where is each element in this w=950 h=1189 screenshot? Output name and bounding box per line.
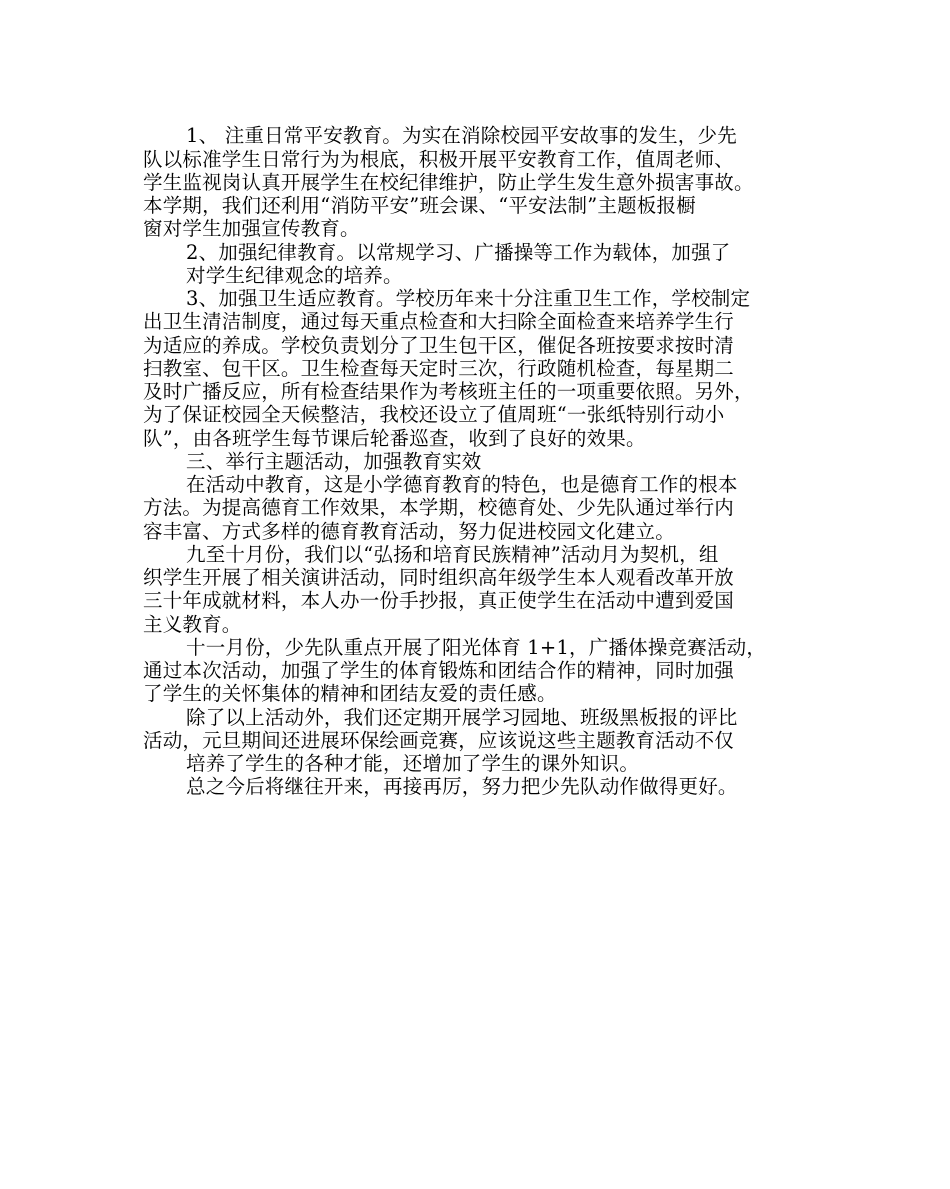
text-line: 总之今后将继往开来，再接再厉，努力把少先队动作做得更好。	[186, 775, 738, 798]
text-line: 为适应的养成。学校负责划分了卫生包干区，催促各班按要求按时清	[143, 334, 735, 357]
text-line: 及时广播反应，所有检查结果作为考核班主任的一项重要依照。另外，	[143, 380, 754, 403]
text-line: 2、加强纪律教育。以常规学习、广播操等工作为载体，加强了	[186, 241, 731, 264]
section-heading: 三、举行主题活动，加强教育实效	[186, 450, 482, 473]
text-line: 扫教室、包干区。卫生检查每天定时三次，行政随机检查，每星期二	[143, 357, 735, 380]
text-line: 三十年成就材料，本人办一份手抄报，真正使学生在活动中遭到爱国	[143, 589, 735, 612]
text-line: 对学生纪律观念的培养。	[186, 264, 403, 287]
text-line: 3、加强卫生适应教育。学校历年来十分注重卫生工作，学校制定	[186, 287, 751, 310]
text-line: 容丰富、方式多样的德育教育活动，努力促进校园文化建立。	[143, 520, 675, 543]
text-line: 1、 注重日常平安教育。为实在消除校园平安故事的发生，少先	[186, 124, 737, 147]
text-line: 为了保证校园全天候整洁，我校还设立了值周班“一张纸特别行动小	[143, 403, 725, 426]
text-line: 了学生的关怀集体的精神和团结友爱的责任感。	[143, 682, 557, 705]
text-line: 出卫生清洁制度，通过每天重点检查和大扫除全面检查来培养学生行	[143, 310, 735, 333]
text-line: 九至十月份，我们以“弘扬和培育民族精神”活动月为契机，组	[186, 543, 719, 566]
text-line: 学生监视岗认真开展学生在校纪律维护，防止学生发生意外损害事故。	[143, 171, 754, 194]
text-line: 主义教育。	[143, 613, 242, 636]
text-line: 织学生开展了相关演讲活动，同时组织高年级学生本人观看改革开放	[143, 566, 735, 589]
text-line: 方法。为提高德育工作效果，本学期，校德育处、少先队通过举行内	[143, 496, 735, 519]
text-line: 窗对学生加强宣传教育。	[143, 217, 360, 240]
text-line: 在活动中教育，这是小学德育教育的特色，也是德育工作的根本	[186, 473, 738, 496]
text-line: 十一月份，少先队重点开展了阳光体育 1+1，广播体操竞赛活动，	[186, 636, 767, 659]
text-line: 培养了学生的各种才能，还增加了学生的课外知识。	[186, 752, 640, 775]
text-line: 本学期，我们还利用“消防平安”班会课、“平安法制”主题板报橱	[143, 194, 696, 217]
text-line: 队以标准学生日常行为为根底，积极开展平安教育工作，值周老师、	[143, 148, 735, 171]
text-line: 队”，由各班学生每节课后轮番巡查，收到了良好的效果。	[143, 427, 646, 450]
text-line: 活动，元旦期间还进展环保绘画竞赛，应该说这些主题教育活动不仅	[143, 729, 735, 752]
text-line: 通过本次活动，加强了学生的体育锻炼和团结合作的精神，同时加强	[143, 659, 735, 682]
text-line: 除了以上活动外，我们还定期开展学习园地、班级黑板报的评比	[186, 706, 738, 729]
